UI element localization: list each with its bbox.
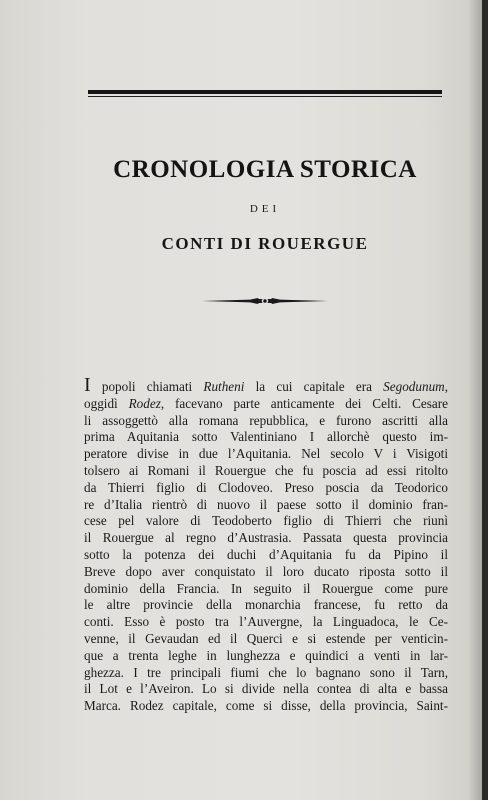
body-line: li assoggettò alla romana repubblica, e furono ascritti alla — [84, 412, 448, 428]
body-line: peratore divise in due l’Aquitania. Nel secolo V i Visigoti — [84, 446, 448, 462]
page-edge-shadow — [468, 0, 482, 800]
header-rule — [88, 90, 442, 98]
body-line: dominio della Francia. In seguito il Rouergue come pure — [84, 580, 448, 596]
body-line: le altre provincie della monarchia francese, fu retto da — [84, 597, 448, 613]
body-line: Breve dopo aver conquistato il loro ducato riposta sotto il — [84, 563, 448, 579]
body-line: da Thierri figlio di Clodoveo. Preso poscia da Teodorico — [84, 479, 448, 495]
chapter-subtitle: CONTI DI ROUERGUE — [161, 234, 369, 253]
body-line: venne, il Gevaudan ed il Querci e si estende per venticin- — [84, 630, 448, 646]
body-line: sotto la potenza dei duchi d’Aquitania fu da Pipino il — [84, 546, 448, 562]
body-line: il Lot e l’Aveiron. Lo si divide nella contea di alta e bassa — [84, 681, 448, 697]
body-line: conti. Esso è posto tra l’Auvergne, la Linguadoca, le Ce- — [84, 614, 448, 630]
body-line: il Rouergue al regno d’Austrasia. Passata questa provincia — [84, 530, 448, 546]
body-line: ghezza. I tre principali fiumi che lo bagnano sono il Tarn, — [84, 664, 448, 680]
body-line: re d’Italia rientrò di nuovo il paese sotto il dominio fran- — [84, 496, 448, 512]
header-rule-thick — [88, 90, 442, 94]
body-line: prima Aquitania sotto Valentiniano I allorchè questo im- — [84, 429, 448, 445]
ornament-divider — [200, 296, 330, 306]
body-line: cese pel valore di Teodoberto figlio di Thierri che riunì — [84, 513, 448, 529]
body-line: Marca. Rodez capitale, come si disse, della provincia, Saint- — [84, 698, 448, 714]
body-line: I popoli chiamati Rutheni la cui capitale era Segodunum, — [84, 374, 448, 396]
body-line: que a trenta leghe in lunghezza e quindici a venti in lar- — [84, 647, 448, 663]
body-line: oggidì Rodez, facevano parte anticamente dei Celti. Cesare — [84, 395, 449, 411]
chapter-title: CRONOLOGIA STORICA — [113, 156, 417, 183]
body-paragraph — [84, 374, 449, 715]
title-connector: DEI — [249, 203, 281, 215]
header-rule-thin — [88, 96, 442, 97]
body-line: tolsero ai Romani il Rouergue che fu poscia ad essi ritolto — [84, 462, 448, 478]
